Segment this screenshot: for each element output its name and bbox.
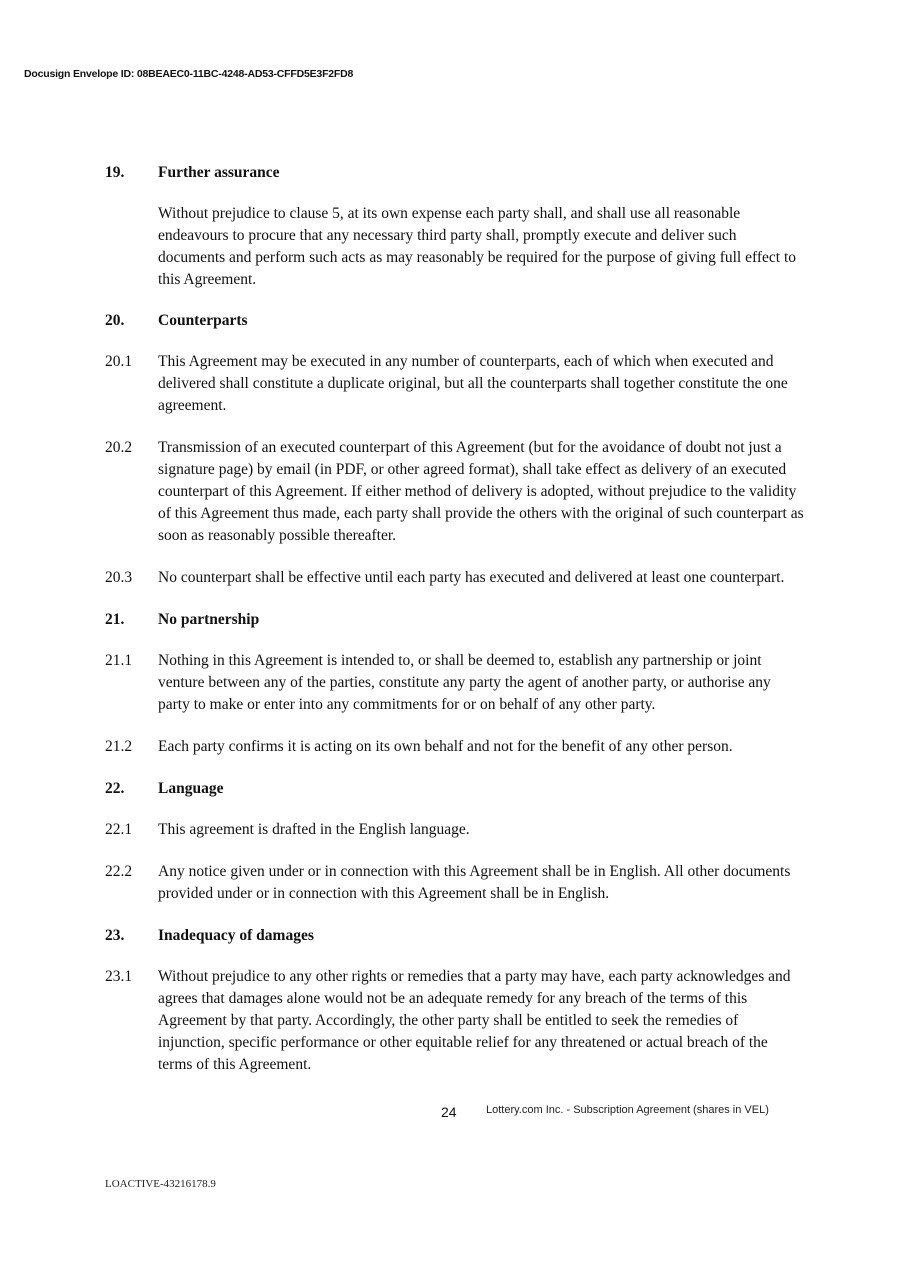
clause-number: 21.2 — [105, 738, 133, 755]
section-title: Inadequacy of damages — [158, 927, 314, 944]
clause-22-2 — [105, 861, 805, 905]
clause-20-3 — [105, 567, 805, 589]
section-number: 19. — [105, 164, 125, 181]
clause-text: Transmission of an executed counterpart of this Agreement (but for the avoidance of doubt not just a signature page) by email (in PDF, or other agreed format), shall take effect as delivery of an executed counterpart of this Agreement. If either method of delivery is adopted, without prejudice to the validity of this Agreement thus made, each party shall provide the others with the original of such counterpart as soon as reasonably possible thereafter. — [158, 439, 804, 544]
clause-21-1 — [105, 650, 805, 716]
clause-text: No counterpart shall be effective until each party has executed and delivered at least one counterpart. — [158, 569, 785, 586]
clause-number: 22.2 — [105, 863, 133, 880]
clause-21-2 — [105, 736, 805, 758]
clause-text: Without prejudice to any other rights or remedies that a party may have, each party acknowledges and agrees that damages alone would not be an adequate remedy for any breach of the terms of this Agreement by that party. Accordingly, the other party shall be entitled to seek the remedies of injunction, specific performance or other equitable relief for any threatened or actual breach of the terms of this Agreement. — [158, 968, 791, 1073]
section-heading-21 — [105, 609, 805, 631]
section-number: 21. — [105, 611, 125, 628]
clause-number: 21.1 — [105, 652, 133, 669]
clause-number: 22.1 — [105, 821, 133, 838]
section-number: 20. — [105, 312, 125, 329]
section-number: 23. — [105, 927, 125, 944]
section-title: Language — [158, 780, 224, 797]
document-footer-title: Lottery.com Inc. - Subscription Agreement (shares in VEL) — [486, 1104, 769, 1116]
section-19-paragraph: Without prejudice to clause 5, at its own expense each party shall, and shall use all reasonable endeavours to procure that any necessary third party shall, promptly execute and deliver such documents and perform such acts as may reasonably be required for the purpose of giving full effect to this Agreement. — [158, 205, 797, 288]
document-reference: LOACTIVE-43216178.9 — [105, 1178, 216, 1190]
document-body — [105, 162, 805, 1096]
section-title: No partnership — [158, 611, 260, 628]
clause-number: 20.2 — [105, 439, 133, 456]
clause-text: Nothing in this Agreement is intended to, or shall be deemed to, establish any partnership or joint venture between any of the parties, constitute any party the agent of another party, or authorise any party to make or enter into any commitments for or on behalf of any other party. — [158, 652, 771, 713]
section-heading-20 — [105, 310, 805, 332]
section-number: 22. — [105, 780, 125, 797]
clause-text: Each party confirms it is acting on its own behalf and not for the benefit of any other person. — [158, 738, 733, 755]
clause-text: This Agreement may be executed in any number of counterparts, each of which when executed and delivered shall constitute a duplicate original, but all the counterparts shall together constitute the one agreement. — [158, 353, 788, 414]
clause-20-1 — [105, 351, 805, 417]
clause-text: Any notice given under or in connection with this Agreement shall be in English. All other documents provided under or in connection with this Agreement shall be in English. — [158, 863, 791, 902]
section-heading-23 — [105, 925, 805, 947]
section-heading-22 — [105, 778, 805, 800]
clause-text: This agreement is drafted in the English language. — [158, 821, 470, 838]
section-title: Counterparts — [158, 312, 248, 329]
page-number: 24 — [441, 1104, 457, 1120]
docusign-envelope-id: Docusign Envelope ID: 08BEAEC0-11BC-4248-AD53-CFFD5E3F2FD8 — [24, 68, 354, 80]
clause-22-1 — [105, 819, 805, 841]
clause-23-1 — [105, 966, 805, 1076]
clause-number: 20.3 — [105, 569, 133, 586]
clause-number: 23.1 — [105, 968, 133, 985]
clause-number: 20.1 — [105, 353, 133, 370]
clause-20-2 — [105, 437, 805, 547]
section-title: Further assurance — [158, 164, 280, 181]
section-heading-19 — [105, 162, 805, 184]
